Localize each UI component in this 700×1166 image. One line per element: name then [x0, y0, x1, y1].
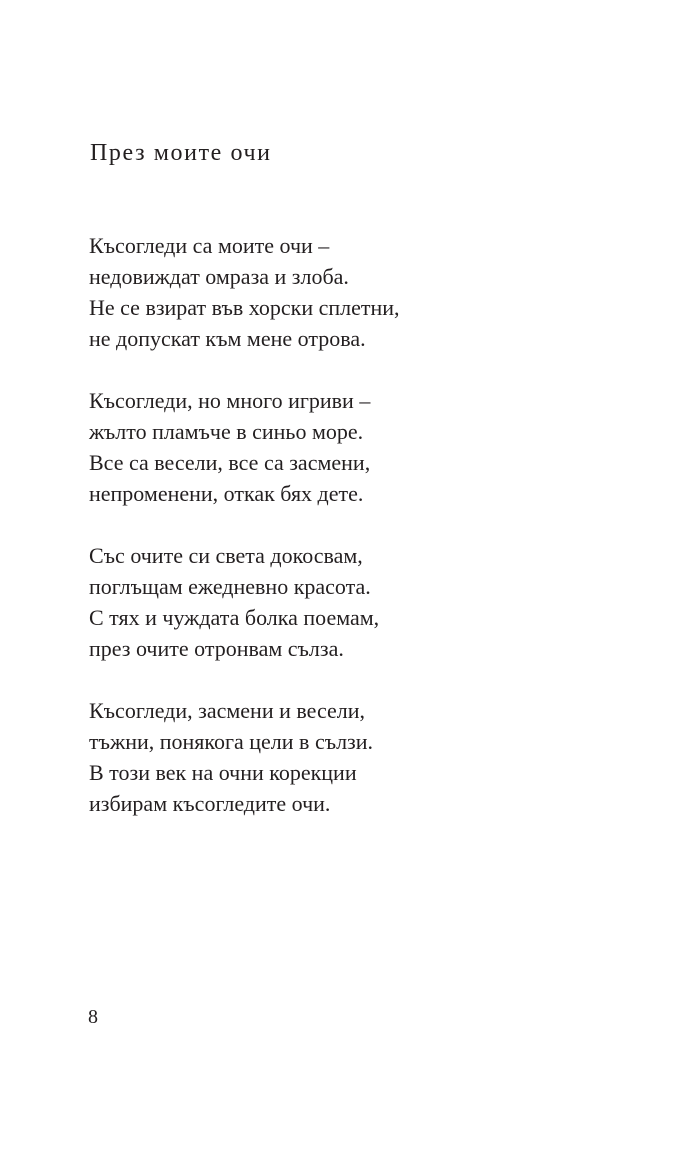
poem-line: поглъщам ежедневно красота. [89, 574, 371, 599]
poem-line: Късогледи, засмени и весели, [89, 698, 365, 723]
poem-line: В този век на очни корекции [89, 760, 357, 785]
stanza-1 [89, 230, 629, 354]
poem-line: жълто пламъче в синьо море. [89, 419, 364, 444]
poem-line: непроменени, откак бях дете. [89, 481, 364, 506]
stanza-2 [89, 385, 629, 509]
poem-body [89, 230, 629, 850]
stanza-3 [89, 540, 629, 664]
poem-line: не допускат към мене отрова. [89, 326, 366, 351]
poem-line: през очите отронвам сълза. [89, 636, 344, 661]
poem-line: тъжни, понякога цели в сълзи. [89, 729, 374, 754]
poem-line: Късогледи са моите очи – [89, 233, 330, 258]
poem-line: Късогледи, но много игриви – [89, 388, 371, 413]
poem-line: Все са весели, все са засмени, [89, 450, 371, 475]
poem-title: През моите очи [90, 140, 272, 166]
poem-line: избирам късогледите очи. [89, 791, 331, 816]
poem-line: С тях и чуждата болка поемам, [89, 605, 380, 630]
poem-line: Със очите си света докосвам, [89, 543, 363, 568]
poem-line: Не се взират във хорски сплетни, [89, 295, 400, 320]
page-number: 8 [88, 1006, 98, 1028]
poem-line: недовиждат омраза и злоба. [89, 264, 349, 289]
stanza-4 [89, 695, 629, 819]
